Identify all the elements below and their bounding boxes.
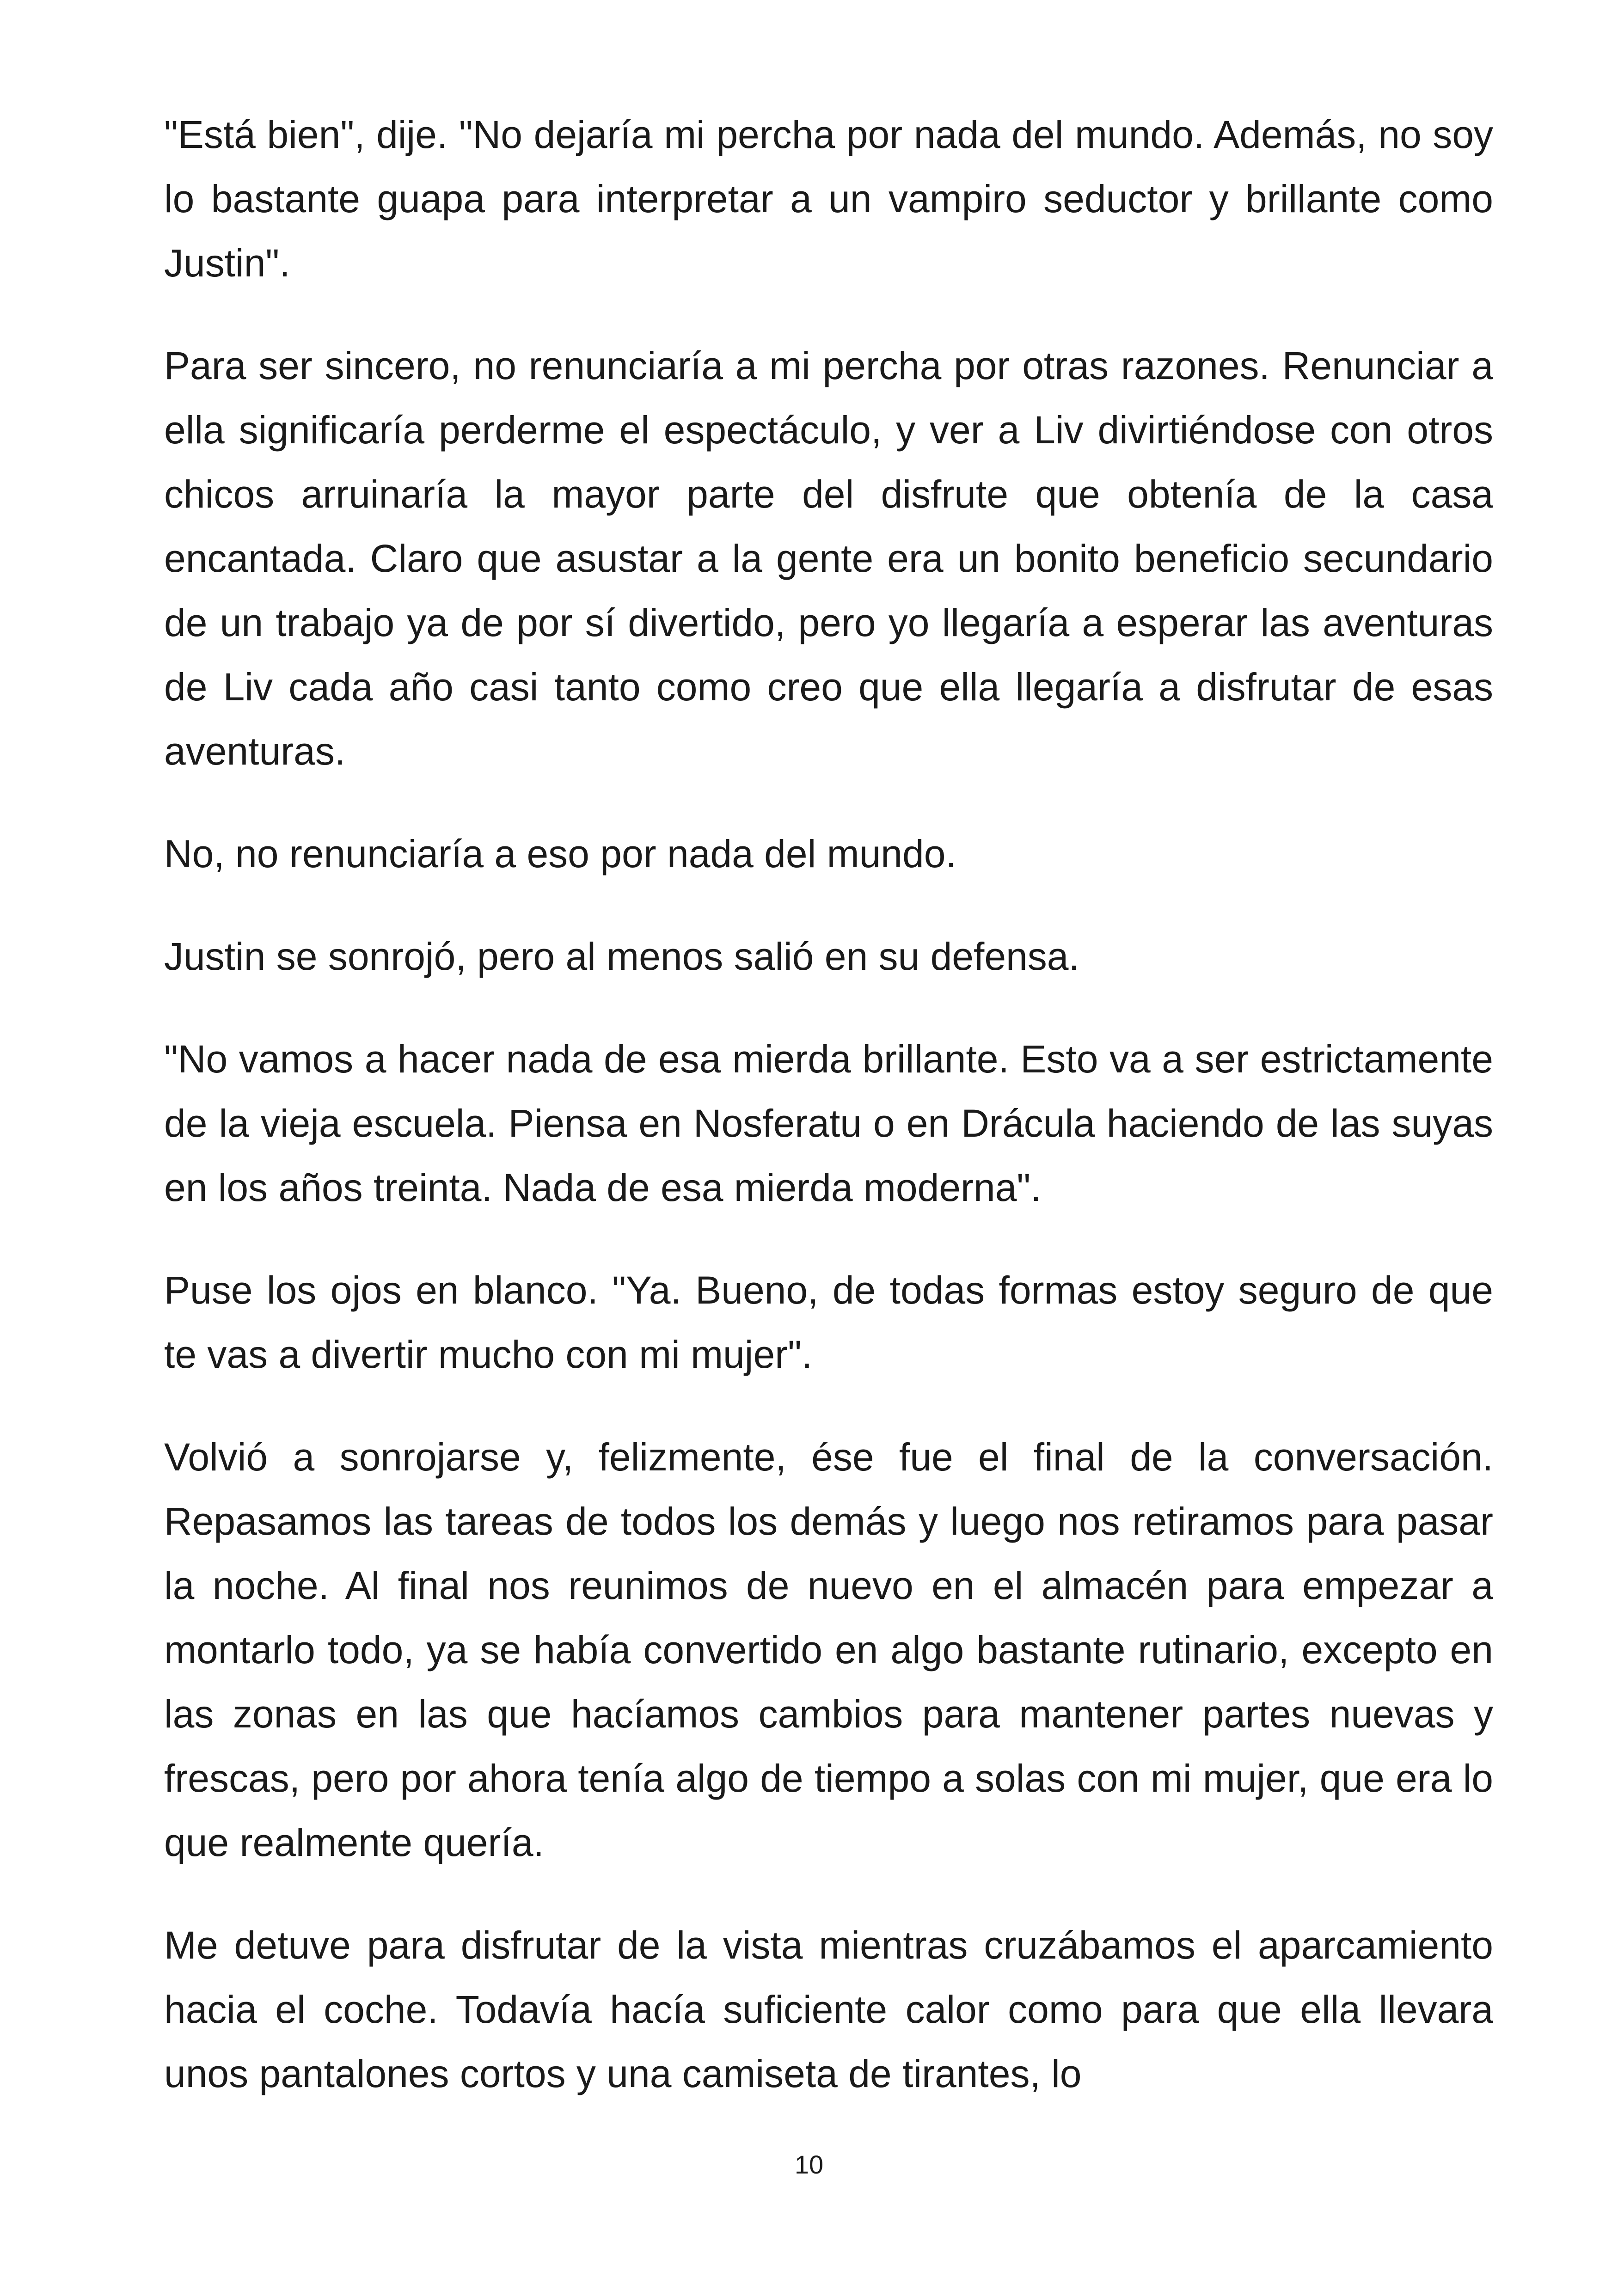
paragraph: Me detuve para disfrutar de la vista mientras cruzábamos el aparcamiento hacia el coche. Todavía hacía suficiente calor como para que ella llevara unos pantalones cortos y una camiseta de tirantes, lo	[164, 1923, 1493, 2095]
paragraph: Justin se sonrojó, pero al menos salió en su defensa.	[164, 935, 1079, 978]
paragraph: Para ser sincero, no renunciaría a mi percha por otras razones. Renunciar a ella significaría perderme el espectáculo, y ver a Liv divirtiéndose con otros chicos arruinaría la mayor parte del disfrute que obtenía de la casa encantada. Claro que asustar a la gente era un bonito beneficio secundario de un trabajo ya de por sí divertido, pero yo llegaría a esperar las aventuras de Liv cada año casi tanto como creo que ella llegaría a disfrutar de esas aventuras.	[164, 344, 1493, 773]
paragraph: "No vamos a hacer nada de esa mierda brillante. Esto va a ser estrictamente de la vieja escuela. Piensa en Nosferatu o en Drácula haciendo de las suyas en los años treinta. Nada de esa mierda moderna".	[164, 1037, 1493, 1209]
page-number: 10	[794, 2150, 824, 2179]
paragraph: Puse los ojos en blanco. "Ya. Bueno, de todas formas estoy seguro de que te vas a divertir mucho con mi mujer".	[164, 1268, 1493, 1376]
body-text	[164, 103, 1493, 2144]
paragraph: "Está bien", dije. "No dejaría mi percha por nada del mundo. Además, no soy lo bastante guapa para interpretar a un vampiro seductor y brillante como Justin".	[164, 113, 1493, 285]
paragraph: Volvió a sonrojarse y, felizmente, ése fue el final de la conversación. Repasamos las tareas de todos los demás y luego nos retiramos para pasar la noche. Al final nos reunimos de nuevo en el almacén para empezar a montarlo todo, ya se había convertido en algo bastante rutinario, excepto en las zonas en las que hacíamos cambios para mantener partes nuevas y frescas, pero por ahora tenía algo de tiempo a solas con mi mujer, que era lo que realmente quería.	[164, 1435, 1493, 1864]
paragraph: No, no renunciaría a eso por nada del mundo.	[164, 832, 956, 876]
